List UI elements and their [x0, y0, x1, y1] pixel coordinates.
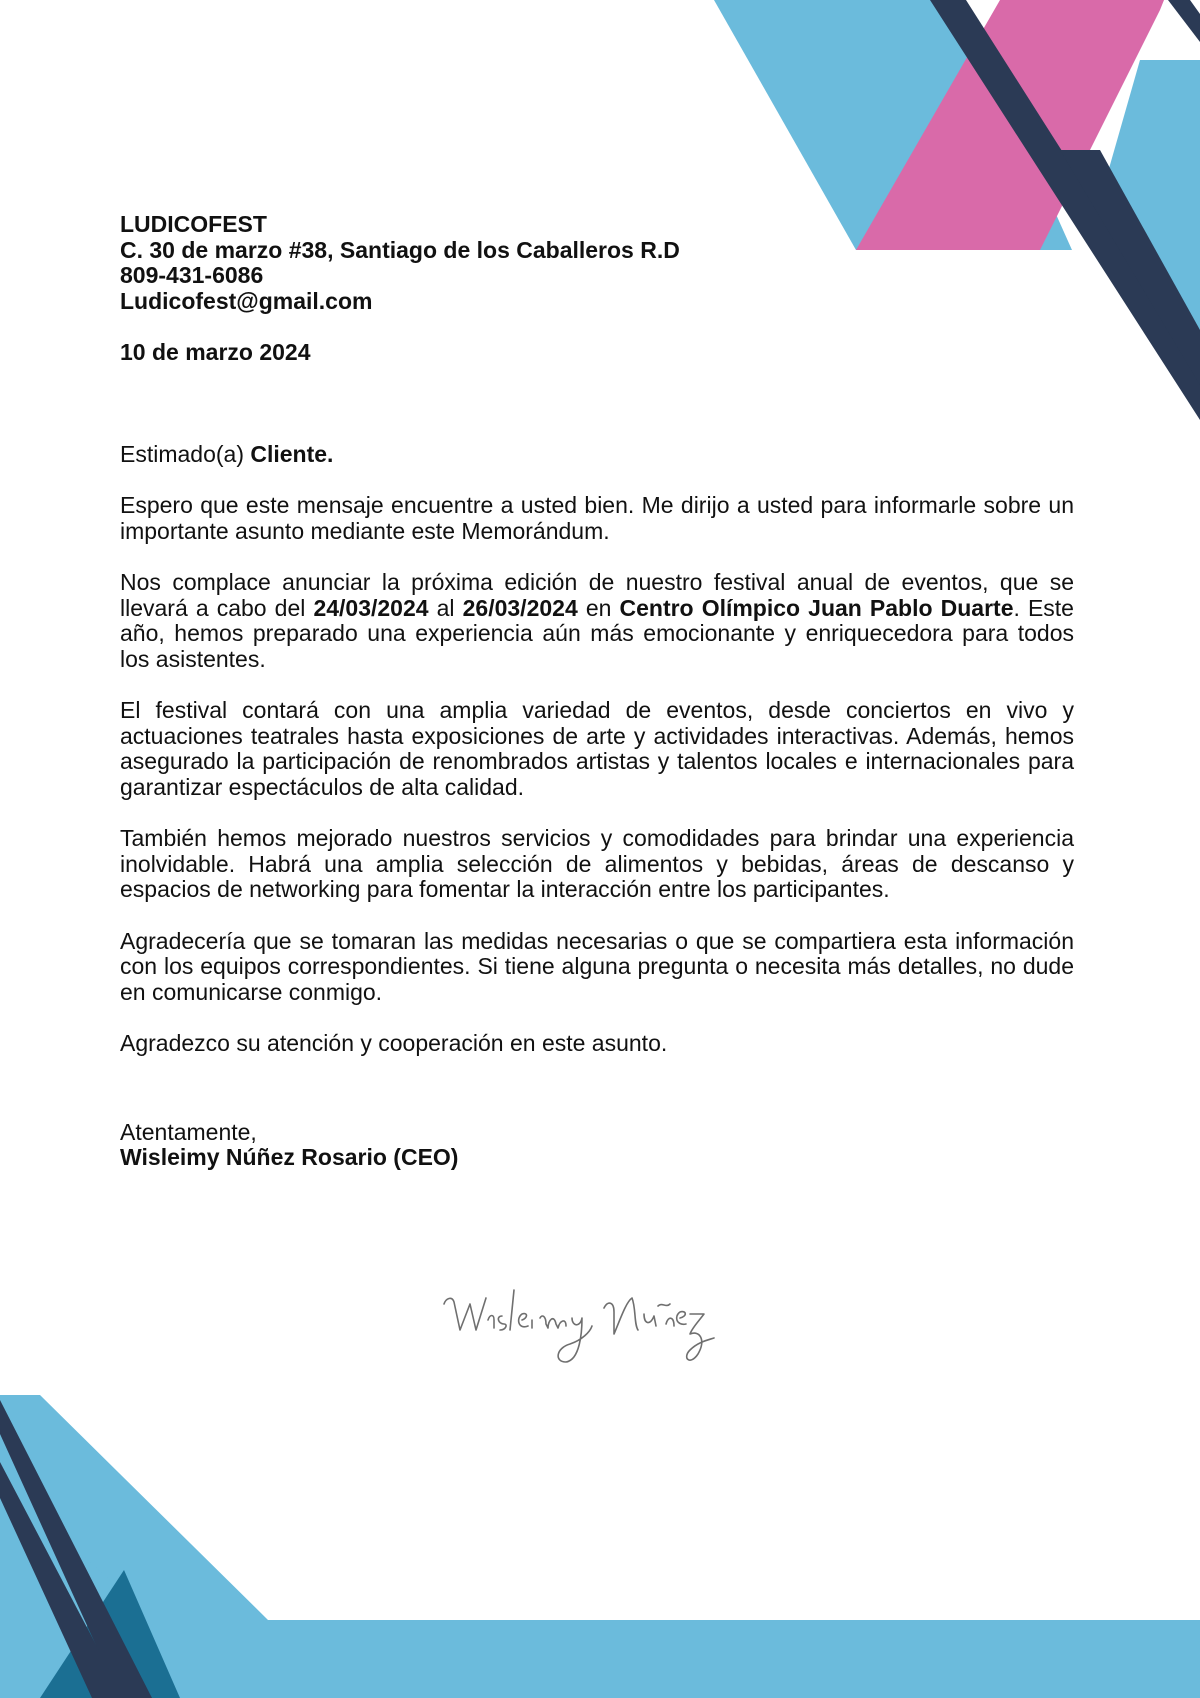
paragraph-4: También hemos mejorado nuestros servicios y comodidades para brindar una experiencia inolvidable. Habrá una amplia selección de alimentos y bebidas, áreas de descanso y espacios de networking para fomentar la interacción entre los participantes. [120, 825, 1074, 902]
company-email: Ludicofest@gmail.com [120, 287, 373, 314]
paragraph-2-part-1: Nos complace anunciar la próxima edición de nuestro festival anual de eventos, que se llevará a cabo del [120, 569, 1074, 621]
letter-body [120, 493, 1074, 1057]
paragraph-2-part-2: al [428, 594, 463, 621]
event-end-date: 26/03/2024 [462, 594, 578, 621]
salutation-prefix: Estimado(a) [120, 440, 251, 467]
event-start-date: 24/03/2024 [313, 594, 429, 621]
paragraph-1: Espero que este mensaje encuentre a usted bien. Me dirijo a usted para informarle sobre un importante asunto mediante este Memorándum. [120, 492, 1074, 544]
company-name: LUDICOFEST [120, 211, 267, 237]
sender-info [120, 212, 1074, 314]
signature-text: Wisleimy Núñez [577, 1375, 595, 1377]
top-right-navy-stripe-3 [1168, 0, 1200, 42]
signer-name: Wisleimy Núñez Rosario (CEO) [120, 1144, 459, 1170]
letter-date: 10 de marzo 2024 [120, 339, 311, 365]
paragraph-2-part-3: en [577, 594, 620, 621]
letter-content [120, 212, 1074, 1171]
bottom-blue-band [0, 1395, 1200, 1698]
company-phone: 809-431-6086 [120, 262, 264, 288]
paragraph-6: Agradezco su atención y cooperación en este asunto. [120, 1030, 668, 1056]
paragraph-2-part-4: . Este año, hemos preparado una experiencia aún más emocionante y enriquecedora para todos los asistentes. [120, 594, 1074, 672]
company-address: C. 30 de marzo #38, Santiago de los Caballeros R.D [120, 236, 680, 263]
paragraph-5: Agradecería que se tomaran las medidas necesarias o que se compartiera esta información con los equipos correspondientes. Si tiene alguna pregunta o necesita más detalles, no dude en comunicarse conmigo. [120, 927, 1074, 1005]
event-venue: Centro Olímpico Juan Pablo Duarte [619, 594, 1014, 621]
paragraph-3: El festival contará con una amplia variedad de eventos, desde conciertos en vivo y actuaciones teatrales hasta exposiciones de arte y actividades interactivas. Además, hemos asegurado la participación de renombrados artistas y talentos locales e internacionales para garantizar espectáculos de alta calidad. [120, 697, 1074, 800]
paragraph-2 [120, 570, 1074, 672]
salutation [120, 442, 1074, 468]
valediction: Atentamente, [120, 1118, 257, 1145]
handwritten-signature [436, 1268, 736, 1378]
salutation-recipient: Cliente. [250, 440, 334, 467]
closing-block [120, 1120, 1074, 1171]
